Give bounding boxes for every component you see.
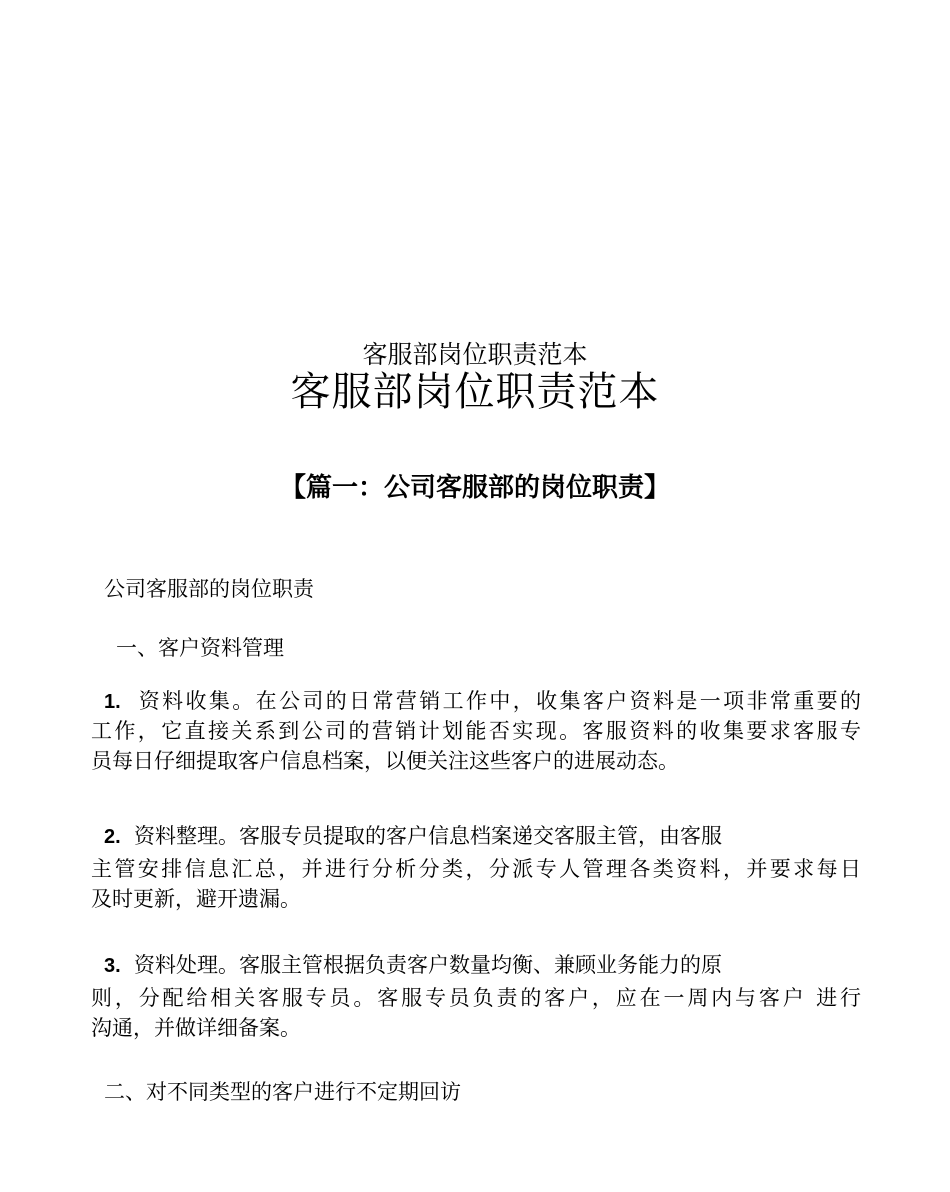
heading-customer-follow-up: 二、对不同类型的客户进行不定期回访 [104,1080,461,1104]
paragraph-line [91,821,861,851]
paragraph-item-2 [91,821,861,914]
paragraph-text: 资料整理。客服专员提取的客户信息档案递交客服主管，由客服 [134,824,723,848]
paragraph-line [91,686,861,716]
paragraph-line: 员每日仔细提取客户信息档案，以便关注这些客户的进展动态。 [91,749,679,773]
section-title: 【篇一：公司客服部的岗位职责】 [279,473,670,503]
paragraph-line [91,950,861,980]
paragraph-line: 工作，它直接关系到公司的营销计划能否实现。客服资料的收集要求客服专 [91,719,861,743]
paragraph-item-1 [91,686,861,776]
paragraph-line: 及时更新，避开遗漏。 [91,887,301,911]
paragraph-item-3 [91,950,861,1043]
paragraph-line: 则，分配给相关客服专员。客服专员负责的客户，应在一周内与客户 进行 [91,986,861,1010]
heading-customer-data-management: 一、客户资料管理 [116,636,284,660]
paragraph-text: 资料收集。在公司的日常营销工作中，收集客户资料是一项非常重要的 [138,689,862,713]
item-number: 3. [104,955,121,977]
item-number: 2. [104,826,121,848]
running-header: 客服部岗位职责范本 [362,340,588,369]
paragraph-text: 资料处理。客服主管根据负责客户数量均衡、兼顾业务能力的原 [134,953,723,977]
document-title: 客服部岗位职责范本 [290,369,660,415]
item-number: 1. [104,691,121,713]
paragraph-line: 沟通，并做详细备案。 [91,1016,301,1040]
subtitle: 公司客服部的岗位职责 [104,577,314,601]
paragraph-line: 主管安排信息汇总，并进行分析分类，分派专人管理各类资料，并要求每日 [91,857,861,881]
